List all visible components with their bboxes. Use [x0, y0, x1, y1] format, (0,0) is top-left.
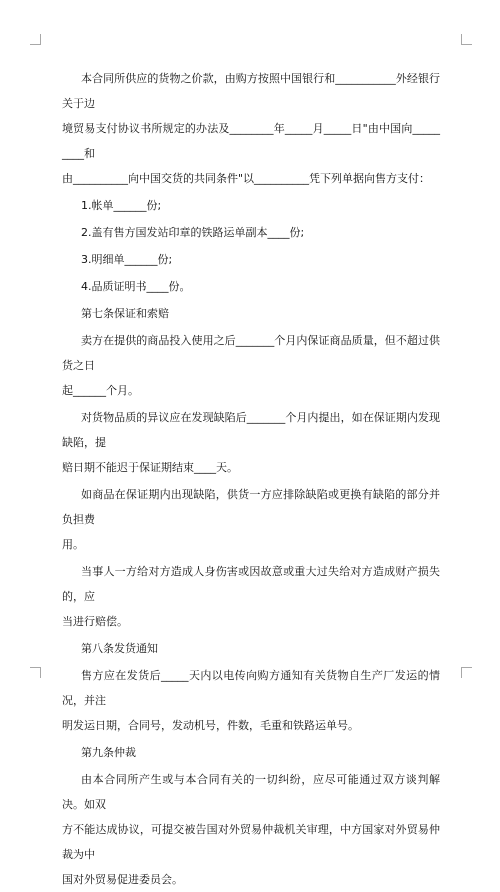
bottom-right-crop-mark [461, 667, 472, 678]
arbitration-line-1: 由本合同所产生或与本合同有关的一切纠纷，应尽可能通过双方谈判解决。如双 [62, 773, 440, 811]
payment-line-3: 由__________向中国交货的共同条件"以__________凭下列单据向售方支付： [62, 172, 431, 185]
railway-bill-item [62, 220, 440, 245]
arbitration-line-3: 国对外贸易促进委员会。 [62, 873, 183, 886]
shipment-notice-paragraph [62, 663, 440, 738]
top-right-crop-mark [461, 34, 472, 45]
document-body [62, 66, 440, 892]
warranty-line-1: 卖方在提供的商品投入使用之后_______个月内保证商品质量，但不超过供货之日 [62, 334, 440, 372]
article-eight-heading [62, 636, 440, 661]
arbitration-line-2: 方不能达成协议，可提交被告国对外贸易仲裁机关审理，中方国家对外贸易仲裁为中 [62, 823, 440, 861]
objection-line-2: 赔日期不能迟于保证期结束____天。 [62, 461, 238, 474]
packing-list-item-text: 3.明细单______份; [81, 253, 173, 266]
quality-objection-paragraph [62, 405, 440, 480]
compensation-paragraph [62, 559, 440, 634]
article-seven-heading-text: 第七条保证和索赔 [81, 307, 169, 320]
quality-certificate-item [62, 274, 440, 299]
warranty-period-paragraph [62, 328, 440, 403]
top-left-crop-mark [30, 34, 41, 45]
warranty-line-2: 起______个月。 [62, 384, 139, 397]
payment-line-1: 本合同所供应的货物之价款，由购方按照中国银行和___________外经银行关于边 [62, 72, 440, 110]
shipment-line-1: 售方应在发货后_____天内以电传向购方通知有关货物自生产厂发运的情况，并注 [62, 669, 440, 707]
compensation-line-2: 当进行赔偿。 [62, 615, 128, 628]
compensation-line-1: 当事人一方给对方造成人身伤害或因故意或重大过失给对方造成财产损失的，应 [62, 565, 440, 603]
bottom-left-crop-mark [30, 667, 41, 678]
payment-line-2: 境贸易支付协议书所规定的办法及________年_____月_____日"由中国向_________和 [62, 122, 440, 160]
packing-list-item [62, 247, 440, 272]
quality-certificate-item-text: 4.品质证明书____份。 [81, 280, 191, 293]
defect-line-2: 用。 [62, 538, 84, 551]
defect-remedy-paragraph [62, 482, 440, 557]
article-nine-heading-text: 第九条仲裁 [81, 746, 136, 759]
shipment-line-2: 明发运日期，合同号，发动机号，件数，毛重和铁路运单号。 [62, 719, 359, 732]
arbitration-paragraph [62, 767, 440, 892]
invoice-item-text: 1.帐单______份; [81, 199, 162, 212]
article-nine-heading [62, 740, 440, 765]
article-eight-heading-text: 第八条发货通知 [81, 642, 158, 655]
objection-line-1: 对货物品质的异议应在发现缺陷后_______个月内提出，如在保证期内发现缺陷，提 [62, 411, 440, 449]
payment-paragraph [62, 66, 440, 191]
defect-line-1: 如商品在保证期内出现缺陷，供货一方应排除缺陷或更换有缺陷的部分并负担费 [62, 488, 440, 526]
invoice-item [62, 193, 440, 218]
railway-bill-item-text: 2.盖有售方国发站印章的铁路运单副本____份; [81, 226, 305, 239]
article-seven-heading [62, 301, 440, 326]
